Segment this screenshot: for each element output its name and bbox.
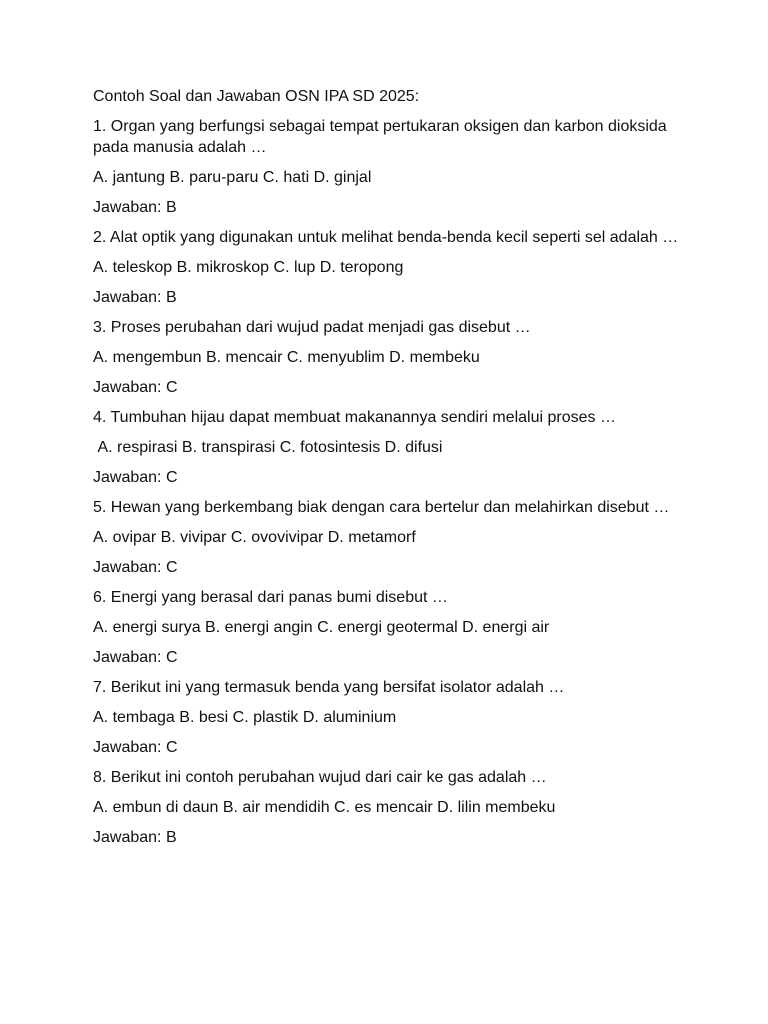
- question-text: 3. Proses perubahan dari wujud padat menjadi gas disebut …: [93, 318, 531, 336]
- answer-options: A. tembaga B. besi C. plastik D. aluminium: [93, 708, 397, 726]
- answer-key: Jawaban: B: [93, 288, 177, 306]
- question-text: 1. Organ yang berfungsi sebagai tempat pertukaran oksigen dan karbon dioksida pada manusia adalah …: [93, 118, 672, 156]
- answer-key: Jawaban: C: [93, 378, 178, 396]
- question-text: 4. Tumbuhan hijau dapat membuat makanannya sendiri melalui proses …: [93, 408, 616, 426]
- question-block-1: [93, 117, 693, 218]
- answer-options: A. energi surya B. energi angin C. energi geotermal D. energi air: [93, 618, 550, 636]
- answer-key: Jawaban: B: [93, 828, 177, 846]
- answer-key: Jawaban: C: [93, 558, 178, 576]
- question-block-3: [93, 318, 693, 399]
- answer-options: A. mengembun B. mencair C. menyublim D. membeku: [93, 348, 480, 366]
- question-text: 6. Energi yang berasal dari panas bumi disebut …: [93, 588, 448, 606]
- question-block-8: [93, 768, 693, 849]
- answer-options: A. jantung B. paru-paru C. hati D. ginjal: [93, 168, 372, 186]
- question-block-7: [93, 678, 693, 759]
- question-block-5: [93, 498, 693, 579]
- question-block-2: [93, 228, 693, 309]
- answer-key: Jawaban: C: [93, 648, 178, 666]
- document-body: [93, 87, 693, 858]
- answer-key: Jawaban: C: [93, 738, 178, 756]
- question-text: 7. Berikut ini yang termasuk benda yang bersifat isolator adalah …: [93, 678, 565, 696]
- question-block-4: [93, 408, 693, 489]
- question-text: 8. Berikut ini contoh perubahan wujud dari cair ke gas adalah …: [93, 768, 547, 786]
- answer-key: Jawaban: B: [93, 198, 177, 216]
- answer-options: A. respirasi B. transpirasi C. fotosintesis D. difusi: [93, 438, 443, 456]
- document-title: Contoh Soal dan Jawaban OSN IPA SD 2025:: [93, 88, 420, 105]
- answer-options: A. teleskop B. mikroskop C. lup D. teropong: [93, 258, 404, 276]
- question-text: 2. Alat optik yang digunakan untuk melihat benda-benda kecil seperti sel adalah …: [93, 228, 679, 246]
- question-text: 5. Hewan yang berkembang biak dengan cara bertelur dan melahirkan disebut …: [93, 498, 670, 516]
- answer-options: A. ovipar B. vivipar C. ovovivipar D. metamorf: [93, 528, 416, 546]
- answer-options: A. embun di daun B. air mendidih C. es mencair D. lilin membeku: [93, 798, 556, 816]
- answer-key: Jawaban: C: [93, 468, 178, 486]
- question-block-6: [93, 588, 693, 669]
